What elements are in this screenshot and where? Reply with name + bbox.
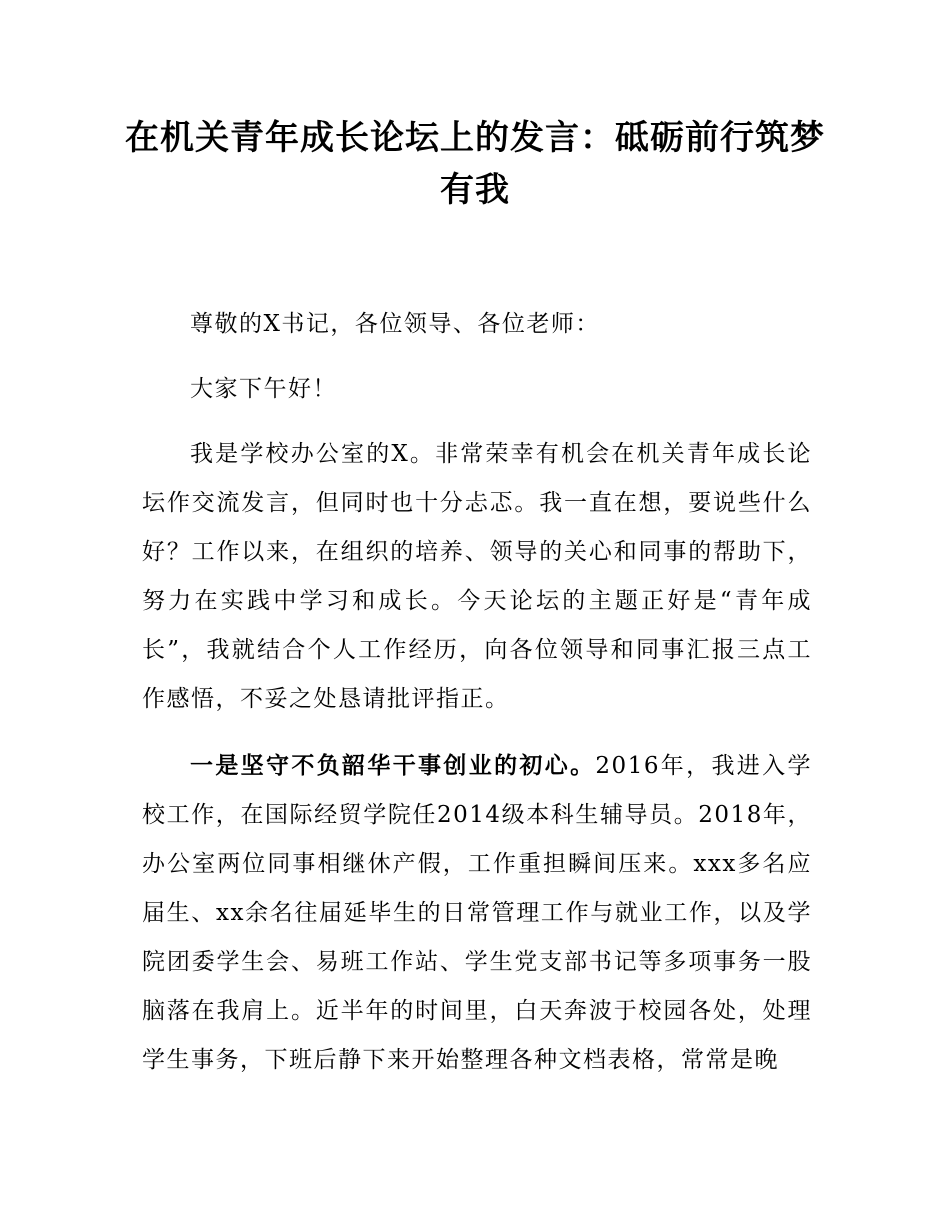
section-1-paragraph [142, 742, 812, 1085]
document-title: 在机关青年成长论坛上的发言：砥砺前行筑梦有我 [125, 118, 825, 210]
section-1-heading: 一是坚守不负韶华干事创业的初心。 [190, 753, 596, 779]
salutation: 尊敬的X书记，各位领导、各位老师： [190, 311, 600, 337]
intro-paragraph: 我是学校办公室的X。非常荣幸有机会在机关青年成长论坛作交流发言，但同时也十分忐忑。我一直在想，要说些什么好？工作以来，在组织的培养、领导的关心和同事的帮助下，努力在实践中学习和成长。今天论坛的主题正好是“青年成长”，我就结合个人工作经历，向各位领导和同事汇报三点工作感悟，不妥之处恳请批评指正。 [142, 441, 812, 712]
section-1-text: 2016年，我进入学校工作，在国际经贸学院任2014级本科生辅导员。2018年，办公室两位同事相继休产假，工作重担瞬间压来。xxx多名应届生、xx余名往届延毕生的日常管理工作与就业工作，以及学院团委学生会、易班工作站、学生党支部书记等多项事务一股脑落在我肩上。近半年的时间里，白天奔波于校园各处，处理学生事务，下班后静下来开始整理各种文档表格，常常是晚 [142, 753, 812, 1073]
document-body [142, 300, 812, 1103]
greeting: 大家下午好！ [190, 376, 337, 402]
